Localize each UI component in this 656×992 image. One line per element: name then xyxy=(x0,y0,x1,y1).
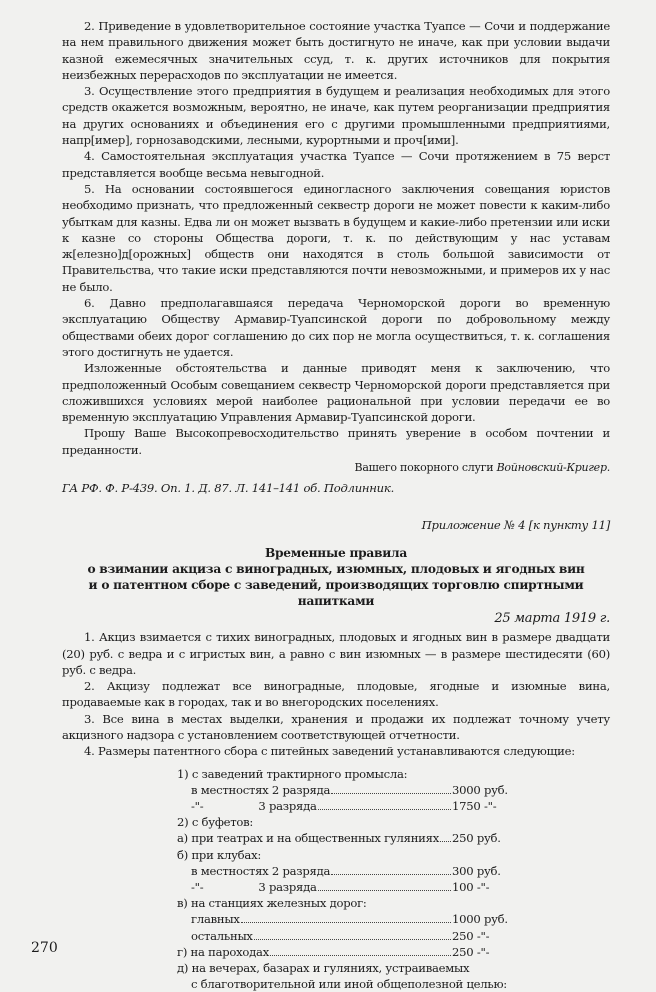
fee-label: -"- 3 разряда xyxy=(191,880,317,894)
fee-row xyxy=(177,782,512,798)
fee-value: 1000 руб. xyxy=(452,912,508,927)
document-date: 25 марта 1919 г. xyxy=(494,610,610,626)
dot-leader xyxy=(318,799,451,810)
fee-row xyxy=(177,879,512,895)
fee-value: 250 -"- xyxy=(452,928,490,943)
fee-label: в) на станциях железных дорог: xyxy=(177,896,367,911)
paragraph: 5. На основании состоявшегося единогласного заключения совещания юристов необходимо признать, что предложенный секвестр дороги не может повести к каким-либо убыткам для казны. Едва ли он может вызвать в будущем и какие-либо претензии или иски к казне со стороны Общества дороги, т. к. по действующим у нас уставам ж[елезно]д[орожных] обществ они находятся в столь большой зависимости от Правительства, что такие иски представляются почти невозможными, и примеров их у нас не было. xyxy=(62,181,610,294)
fee-row xyxy=(177,847,512,863)
fee-label: а) при театрах и на общественных гуляниях xyxy=(177,831,440,846)
fee-label: д) на вечерах, базарах и гуляниях, устраиваемых xyxy=(177,961,470,976)
fee-table xyxy=(177,766,512,992)
fee-row xyxy=(177,863,512,879)
fee-label: 1) с заведений трактирного промысла: xyxy=(177,766,408,781)
fee-value: 250 -"- xyxy=(452,944,490,959)
fee-value: 300 руб. xyxy=(452,863,501,878)
fee-row xyxy=(177,911,512,927)
fee-label: 2) с буфетов: xyxy=(177,815,254,830)
fee-row xyxy=(177,944,512,960)
fee-label: б) при клубах: xyxy=(177,847,262,862)
paragraph: 6. Давно предполагавшаяся передача Черноморской дороги во временную эксплуатацию Обществу Армавир-Туапсинской дороги по добровольному между обществами обеих дорог соглашению до сих пор не могла осуществиться, т. к. соглашения этого достигнуть не удается. xyxy=(62,296,610,359)
paragraph: Прошу Ваше Высокопревосходительство принять уверение в особом почтении и преданности. xyxy=(62,426,610,457)
paragraph: Изложенные обстоятельства и данные приводят меня к заключению, что предположенный Особым совещанием секвестр Черноморской дороги представляется при сложившихся условиях мерой наиболее рациональной при условии передачи ее во временную эксплуатацию Управления Армавир-Туапсинской дороги. xyxy=(62,361,610,425)
signature xyxy=(62,460,610,476)
document-title xyxy=(62,545,610,609)
fee-row xyxy=(177,766,512,782)
fee-row xyxy=(177,814,512,830)
dot-leader xyxy=(331,864,451,875)
dot-leader xyxy=(254,929,451,940)
paragraph: 3. Осуществление этого предприятия в будущем и реализация необходимых для этого средств окажется возможным, вероятно, не иначе, как путем реорганизации предприятия на других основаниях и объединения его с другими промышленными предприятиями, напр[имер], горнозаводскими, лесными, курортными и проч[ими]. xyxy=(62,84,610,148)
dot-leader xyxy=(331,783,451,794)
fee-label: остальных xyxy=(191,928,253,943)
paragraph: 2. Приведение в удовлетворительное состояние участка Туапсе — Сочи и поддержание на нем правильного движения может быть достигнуто не иначе, как при условии выдачи казной ежемесячных значительных ссуд, т. к. других источников для покрытия неизбежных перерасходов по эксплуатации не имеется. xyxy=(62,19,610,82)
dot-leader xyxy=(440,831,451,842)
body-text xyxy=(62,18,610,992)
fee-label: в местностях 2 разряда xyxy=(191,863,331,878)
fee-row xyxy=(177,928,512,944)
paragraph: 4. Самостоятельная эксплуатация участка Туапсе — Сочи протяжением в 75 верст представляется вообще весьма невыгодной. xyxy=(62,149,610,180)
fee-row xyxy=(177,976,512,992)
fee-value: 1750 -"- xyxy=(452,798,497,813)
fee-row xyxy=(177,895,512,911)
fee-value: 250 руб. xyxy=(452,831,501,846)
title-line-3: и о патентном сборе с заведений, производящих торговлю спиртными напитками xyxy=(88,577,584,608)
fee-label: с благотворительной или иной общеполезной целью: xyxy=(191,977,507,992)
fee-row xyxy=(177,960,512,976)
rule-item: 4. Размеры патентного сбора с питейных заведений устанавливаются следующие: xyxy=(84,744,575,759)
fee-value: 3000 руб. xyxy=(452,782,508,797)
page-number: 270 xyxy=(31,940,58,956)
fee-value: 100 -"- xyxy=(452,880,490,894)
fee-label: -"- 3 разряда xyxy=(191,798,317,813)
title-line-1: Временные правила xyxy=(264,545,408,560)
dot-leader xyxy=(241,912,451,923)
fee-label: главных xyxy=(191,912,240,927)
appendix-label: Приложение № 4 [к пункту 11] xyxy=(421,517,610,532)
fee-label: в местностях 2 разряда xyxy=(191,782,331,797)
fee-label: г) на пароходах xyxy=(177,944,270,959)
archive-reference: ГА РФ. Ф. Р-439. Оп. 1. Д. 87. Л. 141–141 об. Подлинник. xyxy=(62,481,395,496)
rule-item: 3. Все вина в местах выделки, хранения и продажи их подлежат точному учету акцизного надзора с установлением соответствующей отчетности. xyxy=(62,711,610,742)
signature-name: Войновский-Кригер. xyxy=(496,461,610,475)
title-line-2: о взимании акциза с виноградных, изюмных, плодовых и ягодных вин xyxy=(87,561,585,576)
fee-row xyxy=(177,830,512,846)
dot-leader xyxy=(318,880,451,891)
fee-row xyxy=(177,798,512,814)
rule-item: 1. Акциз взимается с тихих виноградных, плодовых и ягодных вин в размере двадцати (20) руб. с ведра и с игристых вин, а равно с вин изюмных — в размере шестидесяти (60) руб. с ведра. xyxy=(62,630,610,677)
dot-leader xyxy=(270,945,451,956)
rule-item: 2. Акцизу подлежат все виноградные, плодовые, ягодные и изюмные вина, продаваемые как в городах, так и во внегородских поселениях. xyxy=(62,679,610,710)
signature-text: Вашего покорного слуги xyxy=(354,461,494,475)
